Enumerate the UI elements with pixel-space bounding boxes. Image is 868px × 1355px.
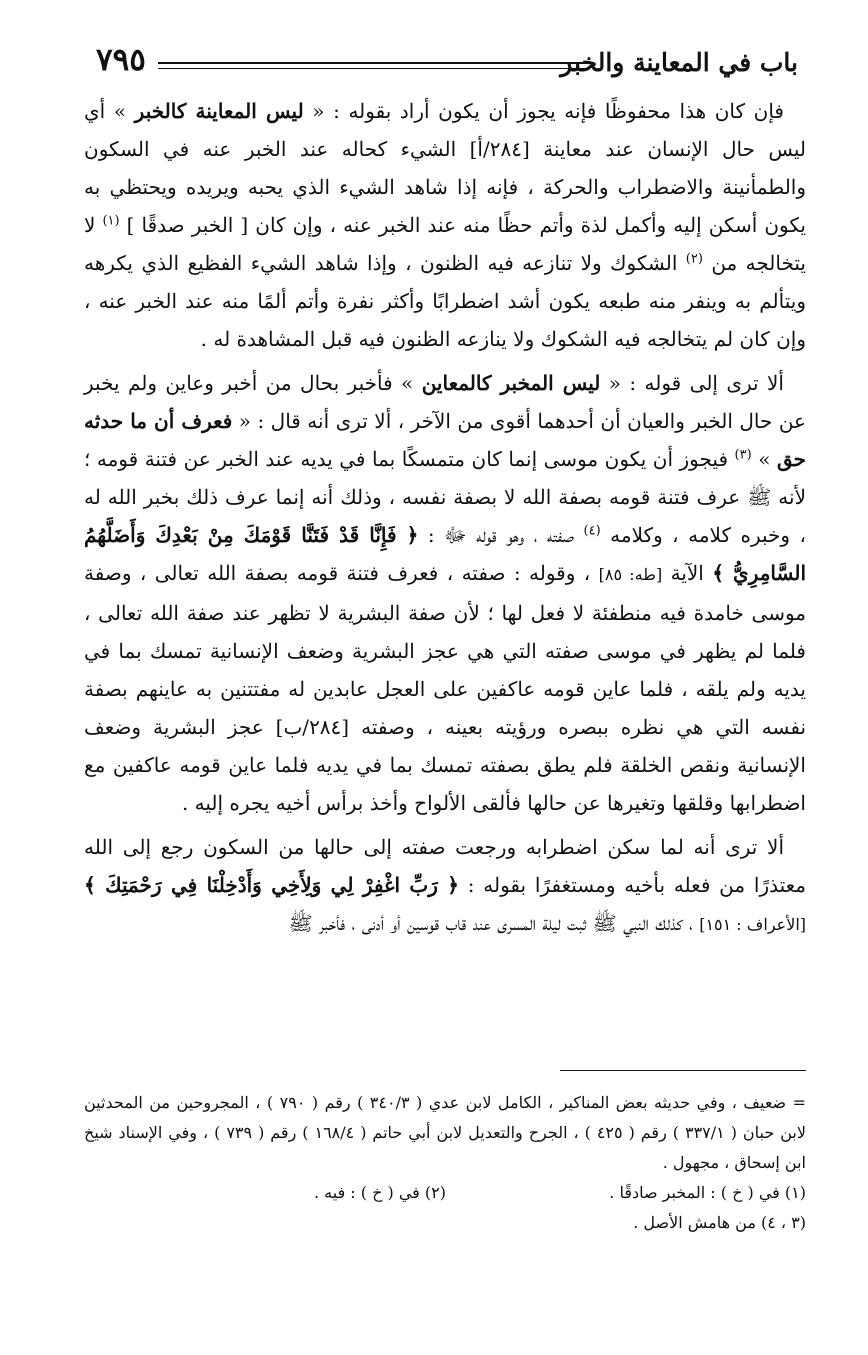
footnote-row (84, 1178, 806, 1208)
footnotes (84, 1088, 806, 1238)
quran-verse: ﴿ رَبِّ اغْفِرْ لِي وَلِأَخِي وَأَدْخِلْنَا فِي رَحْمَتِكَ ﴾ (84, 873, 459, 897)
text-run: الآية (662, 561, 713, 585)
hadith-quote: ليس المخبر كالمعاين (421, 371, 601, 395)
text-run: فيجوز أن يكون موسى إنما كان متمسكًا بما في يديه عند الخبر عن فتنة قومه ؛ لأنه ﷺ عرف فتنة قومه بصفة الله لا بصفة نفسه ، وذلك أنه إنما عرف ذلك بخبر الله له ، وخبره كلامه ، وكلامه (84, 447, 807, 547)
footnote-marker-4: (٤) (583, 523, 601, 539)
footnote-3-4: (٣ ، ٤) من هامش الأصل . (633, 1213, 806, 1232)
text-run: » فأخبر بحال من أخبر وعاين ولم يخبر عن حال الخبر والعيان أن أحدهما أقوى من الآخر ، ألا ترى أنه قال : « (84, 371, 806, 433)
text-run: فإن كان هذا محفوظًا فإنه يجوز أن يكون أراد بقوله : « (303, 99, 784, 123)
text-run: ، وقوله : صفته ، فعرف فتنة قومه بصفة الله تعالى ، وصفة موسى خامدة فيه منطفئة لا فعل لها ؛ لأن صفة البشرية لا تظهر عند صفة الله تعالى ، فلما لم يظهر في موسى صفته التي هي عجز البشرية وضعف الإنسانية تمسك بما في يديه ولم يلقه ، فلما عاين قومه عاكفين على العجل عابدين له مفتتنين به عاينهم بصفة نفسه التي هي نظره ببصره ورؤيته بعينه ، وصفته [٢٨٤/ب] عجز البشرية وضعف الإنسانية ونقص الخلقة فلم يطق بصفته تمسك بما في يديه فلما عاين قومه عاكفين مع اضطرابها وقلقها وتغيرها عن حالها فألقى الألواح وأخذ برأس أخيه يجره إليه . (84, 561, 807, 815)
main-text (84, 92, 806, 950)
chapter-title: باب في المعاينة والخبر (560, 48, 798, 77)
header-rule (158, 62, 588, 69)
text-run: الشكوك ولا تنازعه فيه الظنون ، وإذا شاهد الشيء الفظيع الذي يكرهه ويتألم به وينفر منه طبعه يكون أشد اضطرابًا وأكثر نفرة وأتم ألمًا منه عند الخبر عنه ، وإن كان لم يتخالجه فيه الشكوك ولا ينازعه الظنون فيه قبل المشاهدة له . (84, 251, 806, 351)
paragraph-2 (84, 364, 806, 822)
text-run: ، كذلك النبي ﷺ ثبت ليلة المسرى عند قاب قوسين أو أدنى ، فأخبر ﷺ (288, 911, 700, 935)
paragraph-3 (84, 828, 806, 944)
text-run: » (751, 447, 777, 471)
hadith-quote: ليس المعاينة كالخبر (134, 99, 304, 123)
footnote-2: (٢) في ( خ ) : فيه . (313, 1183, 446, 1202)
page-header (96, 42, 798, 90)
footnote-marker-1: (١) (102, 213, 120, 229)
text-run: ألا ترى إلى قوله : « (600, 371, 784, 395)
footnote-separator (560, 1070, 806, 1071)
hadith-quote: فعرف أن ما حدثه حق (84, 409, 806, 471)
text-run: لا يتخالجه من (84, 213, 806, 275)
footnote-marker-3: (٣) (734, 447, 752, 463)
footnote-marker-2: (٢) (685, 251, 703, 267)
paragraph-1 (84, 92, 806, 358)
text-run: » أي ليس حال الإنسان عند معاينة [٢٨٤/أ] الشيء كحاله عند الخبر عنه في السكون والطمأنينة والاضطراب والحركة ، فإنه إذا شاهد الشيء الذي يحبه ويريده ويحتظي به يكون أسكن إليه وأكمل لذة وأتم حظًا منه عند الخبر عنه ، وإن كان [ الخبر صدقًا ] (84, 99, 806, 237)
quran-verse: ﴿ فَإِنَّا قَدْ فَتَنَّا قَوْمَكَ مِنْ بَعْدِكَ وَأَضَلَّهُمُ السَّامِرِيُّ ﴾ (84, 523, 807, 585)
text-run: صفته ، وهو قوله ﷻ : (418, 523, 584, 547)
page-number: ٧٩٥ (96, 42, 146, 78)
footnote-continuation: = ضعيف ، وفي حديثه بعض المناكير ، الكامل لابن عدي ( ٣٤٠/٣ ) رقم ( ٧٩٠ ) ، المجروحين من المحدثين لابن حبان ( ٣٣٧/١ ) رقم ( ٤٢٥ ) ، الجرح والتعديل لابن أبي حاتم ( ١٦٨/٤ ) رقم ( ٧٣٩ ) ، وفي الإسناد شيخ ابن إسحاق ، مجهول . (84, 1093, 806, 1172)
verse-reference: [الأعراف : ١٥١] (699, 915, 806, 934)
text-run: ألا ترى أنه لما سكن اضطرابه ورجعت صفته إلى حالها من السكون رجع إلى الله معتذرًا من فعله بأخيه ومستغفرًا بقوله : (84, 835, 806, 897)
verse-reference: [طه: ٨٥] (598, 565, 663, 584)
footnote-1: (١) في ( خ ) : المخبر صادقًا . (609, 1183, 806, 1202)
